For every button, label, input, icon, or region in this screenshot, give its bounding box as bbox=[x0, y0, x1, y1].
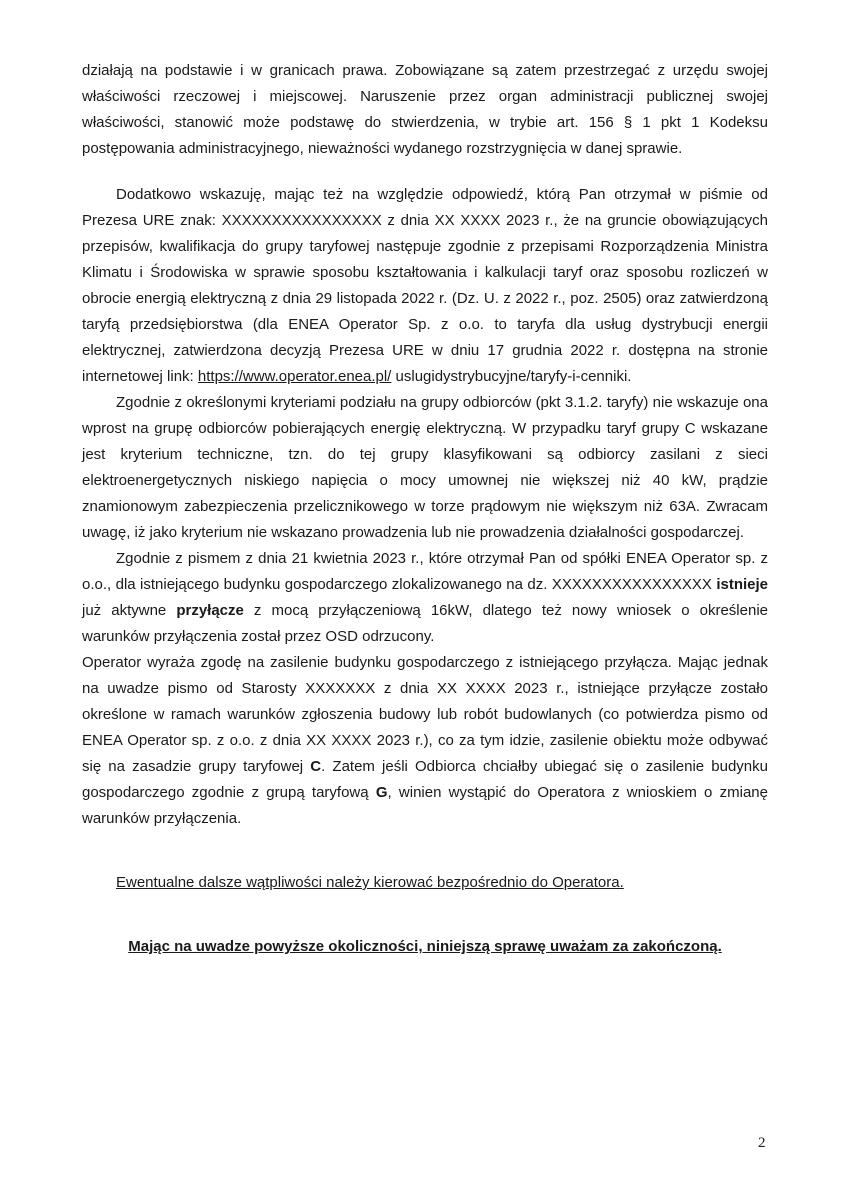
page-number: 2 bbox=[758, 1135, 766, 1151]
tariff-group-c: C bbox=[310, 758, 322, 775]
further-questions-note: Ewentualne dalsze wątpliwości należy kierować bezpośrednio do Operatora. bbox=[116, 874, 624, 891]
paragraph-tariff-criteria: Zgodnie z określonymi kryteriami podziału na grupy odbiorców (pkt 3.1.2. taryfy) nie wskazuje ona wprost na grupę odbiorców pobierających energię elektryczną. W przypadku taryf grupy C wskazane jest kryterium techniczne, tzn. do tej grupy klasyfikowani są odbiorcy zasilani z sieci elektroenergetycznych niskiego napięcia o mocy umownej nie większej niż 40 kW, prądzie znamionowym zabezpieczenia przelicznikowego w torze prądowym nie większym niż 63A. Zwracam uwagę, iż jako kryterium nie wskazano prowadzenia lub nie prowadzenia działalności gospodarczej. bbox=[82, 394, 768, 541]
existing-connection-text-2: już aktywne bbox=[82, 602, 177, 619]
tariff-group-g: G bbox=[375, 784, 388, 801]
paragraph-tariff-qualification bbox=[82, 182, 768, 390]
operator-consent-text-1: Operator wyraża zgodę na zasilenie budynku gospodarczego z istniejącego przyłącza. Mając jednak na uwadze pismo od Starosty XXXXXXX z dnia XX XXXX 2023 r., istniejące przyłącze zostało określone w ramach warunków zgłoszenia budowy lub robót budowlanych (co potwierdza pismo od ENEA Operator sp. z o.o. z dnia XX XXXX 2023 r.), co za tym idzie, zasilenie obiektu może odbywać się na zasadzie grupy taryfowej bbox=[82, 654, 768, 775]
paragraph-tariff-text: Dodatkowo wskazuję, mając też na względzie odpowiedź, którą Pan otrzymał w piśmie od Prezesa URE znak: XXXXXXXXXXXXXXXX z dnia XX XXXX 2023 r., że na gruncie obowiązujących przepisów, kwalifikacja do grupy taryfowej następuje zgodnie z przepisami Rozporządzenia Ministra Klimatu i Środowiska w sprawie sposobu kształtowania i kalkulacji taryf oraz sposobu rozliczeń w obrocie energią elektryczną z dnia 29 listopada 2022 r. (Dz. U. z 2022 r., poz. 2505) oraz zatwierdzoną taryfą przedsiębiorstwa (dla ENEA Operator Sp. z o.o. to taryfa dla usług dystrybucji energii elektrycznej, zatwierdzona decyzją Prezesa URE w dniu 17 grudnia 2022 r. dostępna na stronie internetowej link: bbox=[82, 186, 768, 385]
paragraph-jurisdiction: działają na podstawie i w granicach prawa. Zobowiązane są zatem przestrzegać z urzędu swojej właściwości rzeczowej i miejscowej. Naruszenie przez organ administracji publicznej swojej właściwości, stanowić może podstawę do stwierdzenia, w trybie art. 156 § 1 pkt 1 Kodeksu postępowania administracyjnego, nieważności wydanego rozstrzygnięcia w danej sprawie. bbox=[82, 62, 768, 157]
operator-consent-text-2: . Zatem jeśli Odbiorca chciałby ubiegać się o zasilenie budynku gospodarczego zgodnie z grupą taryfową bbox=[82, 758, 768, 801]
document-body bbox=[82, 58, 768, 960]
operator-link-suffix: uslugidystrybucyjne/taryfy-i-cenniki. bbox=[391, 368, 632, 385]
operator-link[interactable]: https://www.operator.enea.pl/ bbox=[197, 368, 392, 385]
existing-connection-bold-exists: istnieje bbox=[716, 576, 768, 593]
closing-statement: Mając na uwadze powyższe okoliczności, niniejszą sprawę uważam za zakończoną. bbox=[128, 938, 722, 955]
existing-connection-text-1: Zgodnie z pismem z dnia 21 kwietnia 2023 r., które otrzymał Pan od spółki ENEA Operator sp. z o.o., dla istniejącego budynku gospodarczego zlokalizowanego na dz. XXXXXXXXXXXXXXXX bbox=[82, 550, 768, 593]
operator-consent-text-3: , winien wystąpić do Operatora z wnioskiem o zmianę warunków przyłączenia. bbox=[82, 784, 768, 827]
existing-connection-bold-connection: przyłącze bbox=[176, 602, 244, 619]
existing-connection-text-3: z mocą przyłączeniową 16kW, dlatego też nowy wniosek o określenie warunków przyłączenia został przez OSD odrzucony. bbox=[82, 602, 768, 645]
paragraph-existing-connection bbox=[82, 546, 768, 650]
paragraph-operator-consent bbox=[82, 650, 768, 832]
